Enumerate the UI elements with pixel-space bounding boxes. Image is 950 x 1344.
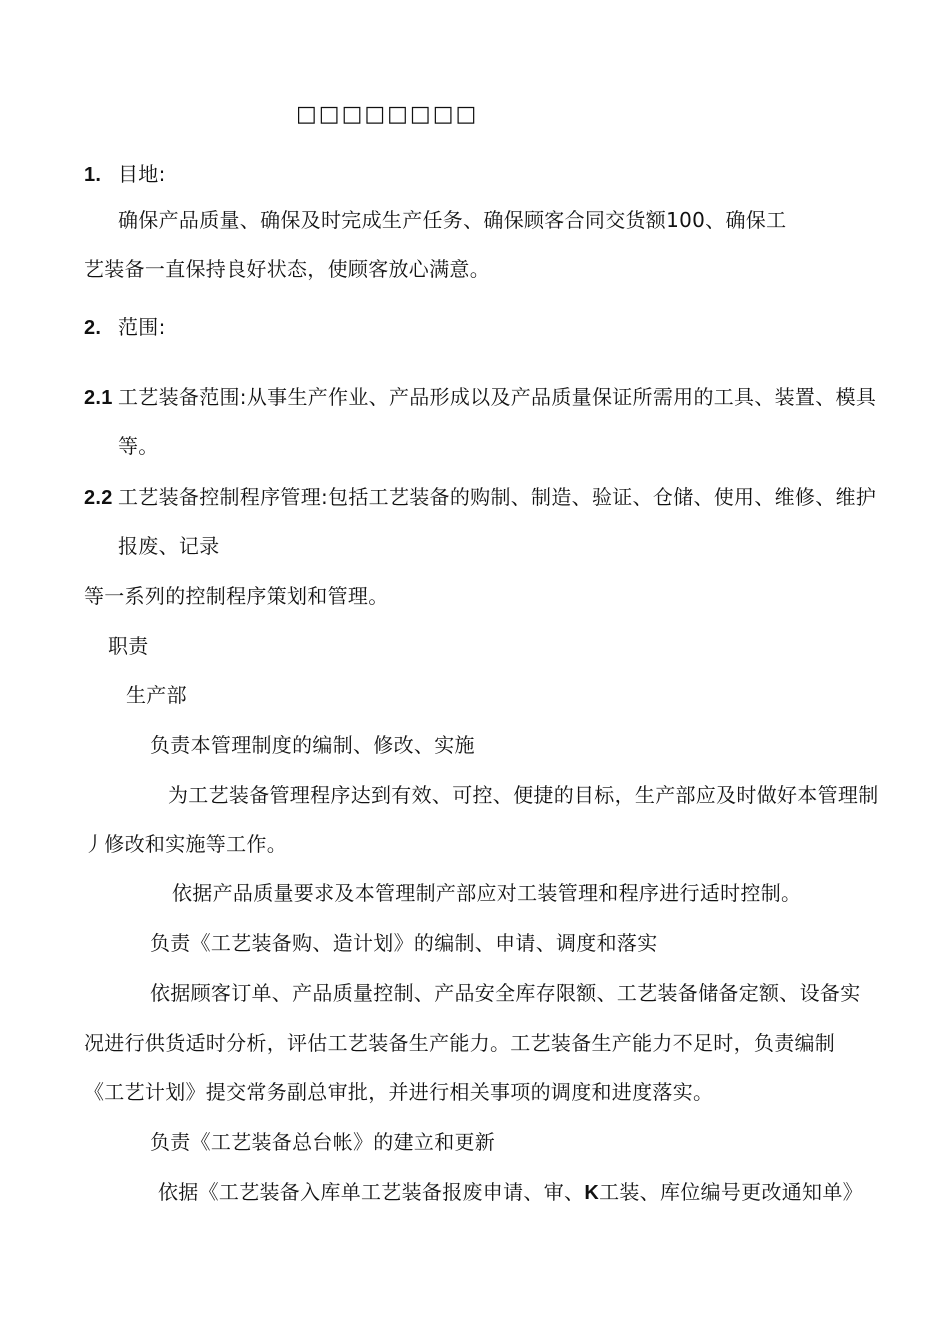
paragraph: 确保产品质量、确保及时完成生产任务、确保顾客合同交货额100、确保工 xyxy=(118,208,787,232)
dept-heading: 生产部 xyxy=(126,683,187,707)
paragraph xyxy=(158,1179,863,1206)
subsection-text: 工艺装备控制程序管理:包括工艺装备的购制、制造、验证、仓储、使用、维修、维护 xyxy=(118,485,877,509)
subsection-2-2 xyxy=(84,484,876,511)
paragraph: 依据产品质量要求及本管理制产部应对工装管理和程序进行适时控制。 xyxy=(172,881,802,905)
subsection-number: 2.1 xyxy=(84,387,113,409)
section-number: 1. xyxy=(84,164,102,186)
paragraph: 况进行供货适时分析，评估工艺装备生产能力。工艺装备生产能力不足时，负责编制 xyxy=(84,1031,836,1055)
text-run: K xyxy=(584,1182,600,1204)
text-run: 依据《工艺装备入库单工艺装备报废申请、审、 xyxy=(158,1180,585,1204)
paragraph: 负责《工艺装备购、造计划》的编制、申请、调度和落实 xyxy=(150,931,658,955)
paragraph: 丿修改和实施等工作。 xyxy=(84,832,287,856)
paragraph: 负责本管理制度的编制、修改、实施 xyxy=(150,733,475,757)
section-2-heading xyxy=(84,314,166,341)
paragraph: 依据顾客订单、产品质量控制、产品安全库存限额、工艺装备储备定额、设备实 xyxy=(150,981,861,1005)
section-title: 目地: xyxy=(118,162,166,186)
subsection-text: 工艺装备范围:从事生产作业、产品形成以及产品质量保证所需用的工具、装置、模具 xyxy=(118,385,877,409)
paragraph: 《工艺计划》提交常务副总审批，并进行相关事项的调度和进度落实。 xyxy=(84,1080,714,1104)
section-title: 范围: xyxy=(118,315,166,339)
paragraph: 为工艺装备管理程序达到有效、可控、便捷的目标，生产部应及时做好本管理制 xyxy=(168,783,879,807)
subsection-number: 2.2 xyxy=(84,487,113,509)
paragraph: 等。 xyxy=(118,434,159,458)
section-1-heading xyxy=(84,161,166,188)
paragraph: 等一系列的控制程序策划和管理。 xyxy=(84,584,389,608)
section-number: 2. xyxy=(84,317,102,339)
document-title: □□□□□□□□ xyxy=(296,102,479,127)
paragraph: 艺装备一直保持良好状态，使顾客放心满意。 xyxy=(84,257,490,281)
paragraph: 负责《工艺装备总台帐》的建立和更新 xyxy=(150,1130,496,1154)
section-heading-duty: 职责 xyxy=(108,634,149,658)
text-run: 工装、库位编号更改通知单》 xyxy=(599,1180,863,1204)
paragraph: 报废、记录 xyxy=(118,534,220,558)
subsection-2-1 xyxy=(84,384,876,411)
